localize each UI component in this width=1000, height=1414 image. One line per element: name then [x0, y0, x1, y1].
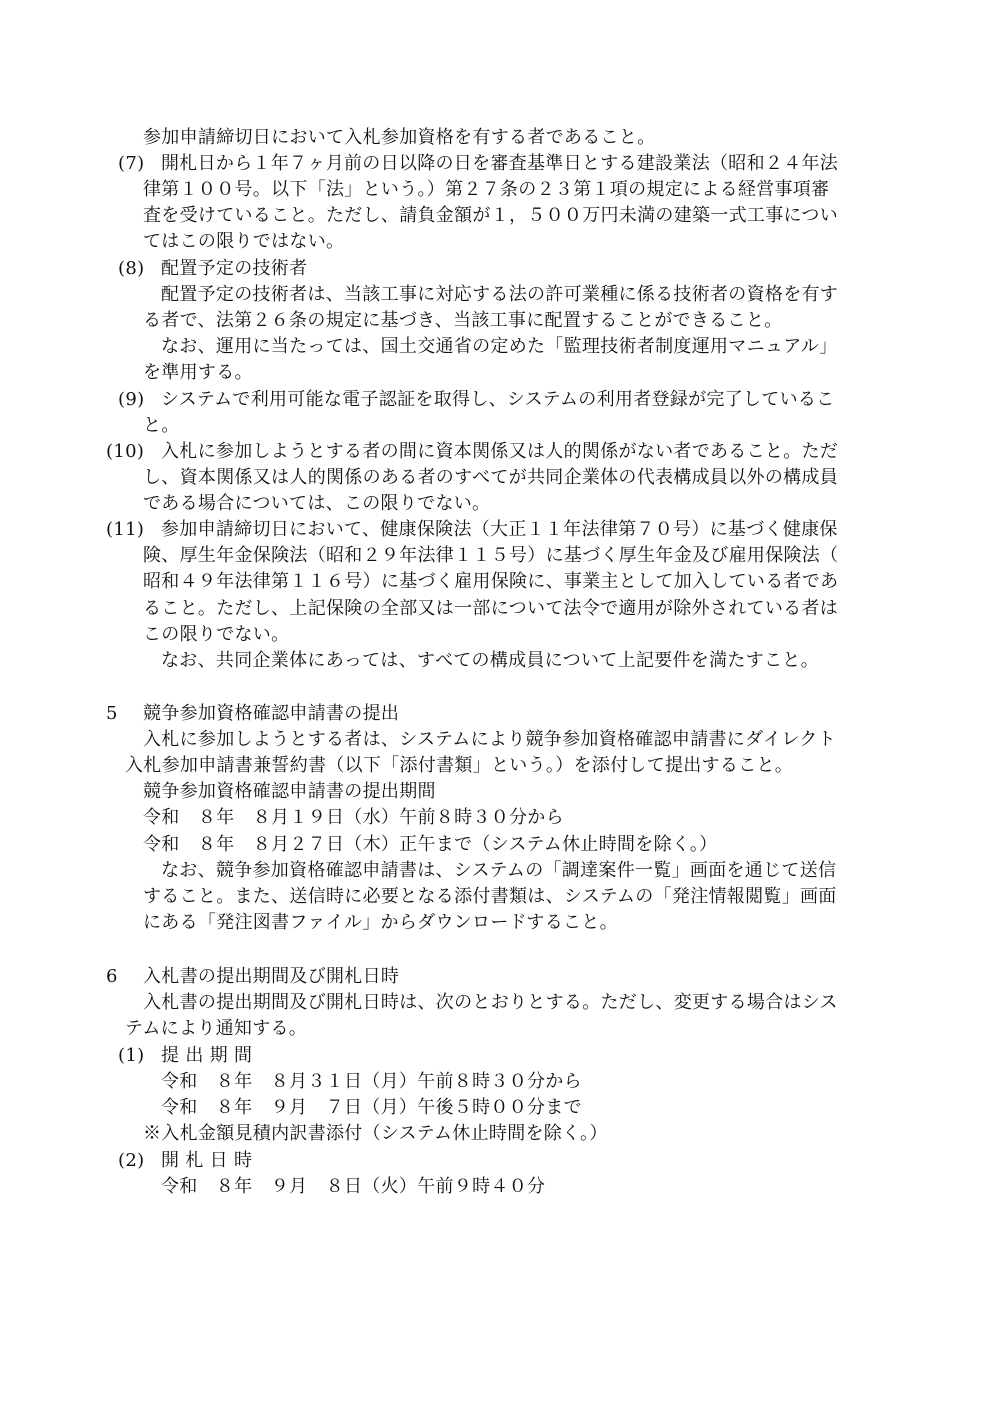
item11-line: ること。ただし、上記保険の全部又は一部について法令で適用が除外されている者は — [143, 598, 839, 619]
item8-number: (8) — [118, 258, 145, 279]
bid-period-note: ※入札金額見積内訳書添付（システム休止時間を除く。） — [143, 1123, 608, 1144]
item11-number: (11) — [106, 519, 145, 540]
bid-period-start: 令和 ８年 ８月３１日（月）午前８時３０分から — [161, 1071, 582, 1092]
section6-sub2-heading: 開 札 日 時 — [161, 1150, 253, 1171]
item7-line: 律第１００号。以下「法」という。）第２７条の２３第１項の規定による経営事項審 — [143, 179, 830, 200]
item10-number: (10) — [106, 441, 145, 462]
section6-heading: 入札書の提出期間及び開札日時 — [143, 966, 400, 987]
section5-line: 入札に参加しようとする者は、システムにより競争参加資格確認申請書にダイレクト — [143, 729, 836, 750]
section5-period-start: 令和 ８年 ８月１９日（水）午前８時３０分から — [143, 807, 564, 828]
item11-line: 参加申請締切日において、健康保険法（大正１１年法律第７０号）に基づく健康保 — [161, 519, 838, 540]
item8-line: る者で、法第２６条の規定に基づき、当該工事に配置することができること。 — [143, 310, 783, 331]
item11-line: なお、共同企業体にあっては、すべての構成員について上記要件を満たすこと。 — [161, 650, 819, 671]
section6-sub1-number: (1) — [118, 1045, 145, 1066]
section5-line: なお、競争参加資格確認申請書は、システムの「調達案件一覧」画面を通じて送信 — [161, 860, 837, 881]
bid-period-end: 令和 ８年 ９月 ７日（月）午後５時００分まで — [161, 1097, 582, 1118]
section6-sub1-heading: 提 出 期 間 — [161, 1045, 253, 1066]
item7-number: (7) — [118, 153, 145, 174]
opening-datetime: 令和 ８年 ９月 ８日（火）午前９時４０分 — [161, 1176, 546, 1197]
section5-line: にある「発注図書ファイル」からダウンロードすること。 — [143, 912, 618, 933]
item11-line: この限りでない。 — [143, 624, 290, 645]
item7-line: 開札日から１年７ヶ月前の日以降の日を審査基準日とする建設業法（昭和２４年法 — [161, 153, 839, 174]
section5-period-end: 令和 ８年 ８月２７日（木）正午まで（システム休止時間を除く。） — [143, 834, 718, 855]
section6-number: 6 — [106, 966, 118, 987]
item10-line: である場合については、この限りでない。 — [143, 493, 491, 514]
section6-line: 入札書の提出期間及び開札日時は、次のとおりとする。ただし、変更する場合はシス — [143, 992, 838, 1013]
section5-line: 競争参加資格確認申請書の提出期間 — [143, 781, 436, 802]
item7-line: 査を受けていること。ただし、請負金額が１，５００万円未満の建築一式工事につい — [143, 205, 839, 226]
section5-heading: 競争参加資格確認申請書の提出 — [143, 703, 400, 724]
section5-line: 入札参加申請書兼誓約書（以下「添付書類」という。）を添付して提出すること。 — [125, 755, 794, 776]
item11-line: 昭和４９年法律第１１６号）に基づく雇用保険に、事業主として加入している者であ — [143, 571, 839, 592]
item7-line: てはこの限りではない。 — [143, 231, 345, 252]
item8-heading: 配置予定の技術者 — [161, 258, 308, 279]
section6-sub2-number: (2) — [118, 1150, 145, 1171]
item6-continuation: 参加申請締切日において入札参加資格を有する者であること。 — [143, 127, 656, 148]
section6-line: テムにより通知する。 — [125, 1018, 308, 1039]
item8-line: なお、運用に当たっては、国土交通省の定めた「監理技術者制度運用マニュアル」 — [161, 336, 838, 357]
item11-line: 険、厚生年金保険法（昭和２９年法律１１５号）に基づく厚生年金及び雇用保険法（ — [143, 545, 839, 566]
item8-line: を準用する。 — [143, 362, 253, 383]
item9-number: (9) — [118, 389, 145, 410]
section5-line: すること。また、送信時に必要となる添付書類は、システムの「発注情報閲覧」画面 — [143, 886, 837, 907]
item10-line: 入札に参加しようとする者の間に資本関係又は人的関係がない者であること。ただ — [161, 441, 839, 462]
item9-line: システムで利用可能な電子認証を取得し、システムの利用者登録が完了しているこ — [161, 389, 835, 410]
item8-line: 配置予定の技術者は、当該工事に対応する法の許可業種に係る技術者の資格を有す — [161, 284, 839, 305]
section5-number: 5 — [106, 703, 118, 724]
item10-line: し、資本関係又は人的関係のある者のすべてが共同企業体の代表構成員以外の構成員 — [143, 467, 839, 488]
item9-line: と。 — [143, 415, 180, 436]
